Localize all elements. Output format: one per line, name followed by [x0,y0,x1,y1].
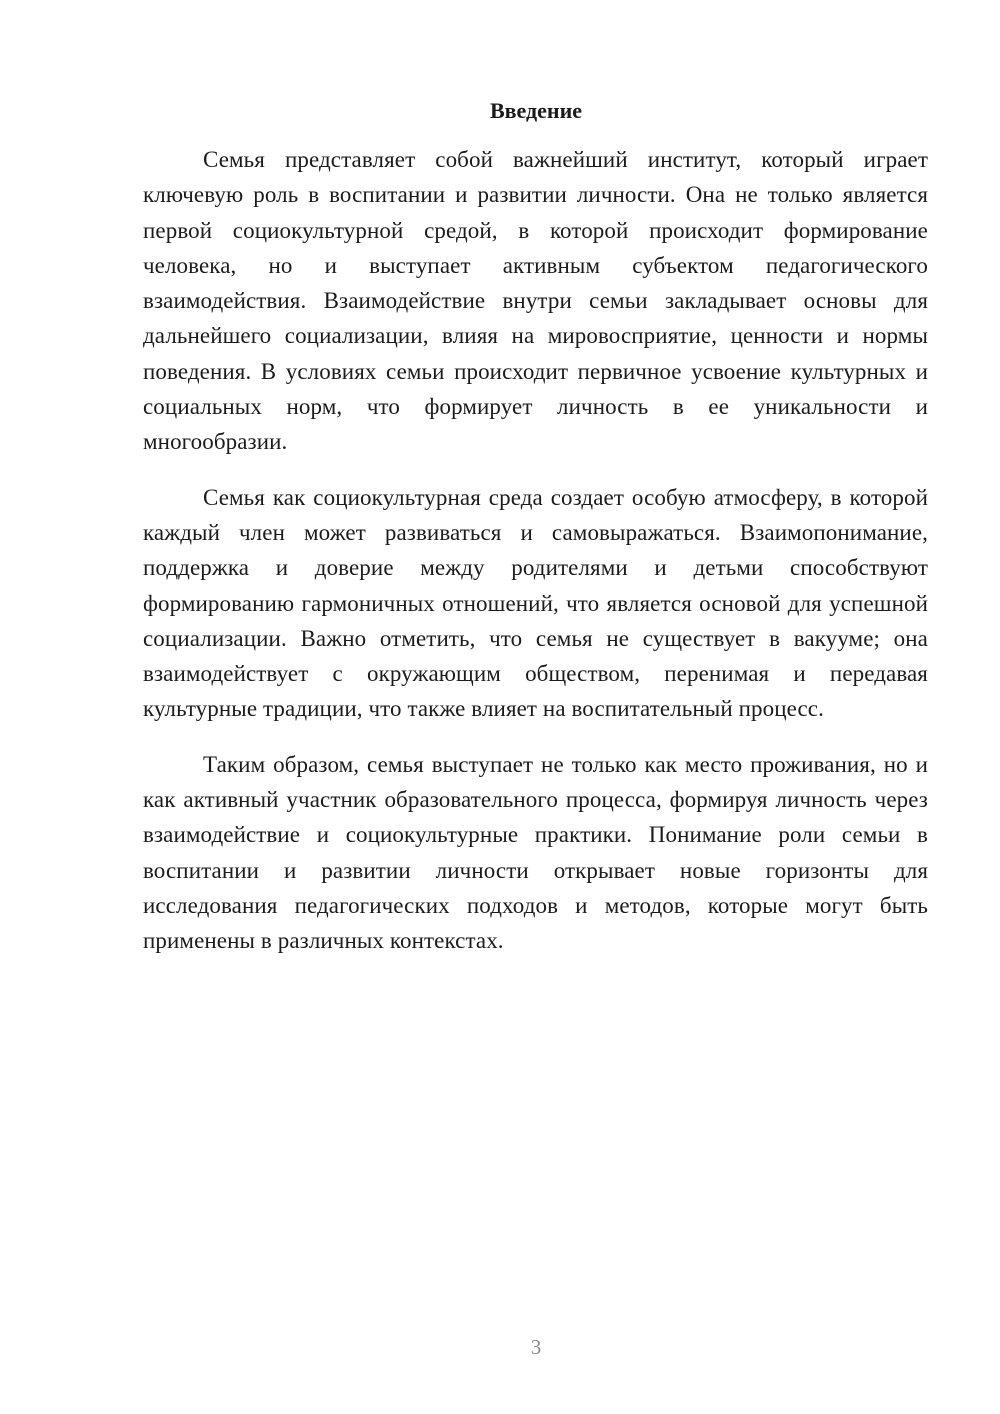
page-number: 3 [530,1335,542,1359]
section-heading: Введение [489,98,583,123]
body-text [143,142,928,979]
paragraph-1: Семья представляет собой важнейший институт, который играет ключевую роль в воспитании и развитии личности. Она не только является первой социокультурной средой, в которой происходит формирование человека, но и выступает активным субъектом педагогического взаимодействия. Взаимодействие внутри семьи закладывает основы для дальнейшего социализации, влияя на мировосприятие, ценности и нормы поведения. В условиях семьи происходит первичное усвоение культурных и социальных норм, что формирует личность в ее уникальности и многообразии. [143,147,928,455]
paragraph-3: Таким образом, семья выступает не только как место проживания, но и как активный участник образовательного процесса, формируя личность через взаимодействие и социокультурные практики. Понимание роли семьи в воспитании и развитии личности открывает новые горизонты для исследования педагогических подходов и методов, которые могут быть применены в различных контекстах. [143,751,928,954]
paragraph-2: Семья как социокультурная среда создает особую атмосферу, в которой каждый член может развиваться и самовыражаться. Взаимопонимание, поддержка и доверие между родителями и детьми способствуют формированию гармоничных отношений, что является основой для успешной социализации. Важно отметить, что семья не существует в вакууме; она взаимодействует с окружающим обществом, перенимая и передавая культурные традиции, что также влияет на воспитательный процесс. [143,484,928,722]
